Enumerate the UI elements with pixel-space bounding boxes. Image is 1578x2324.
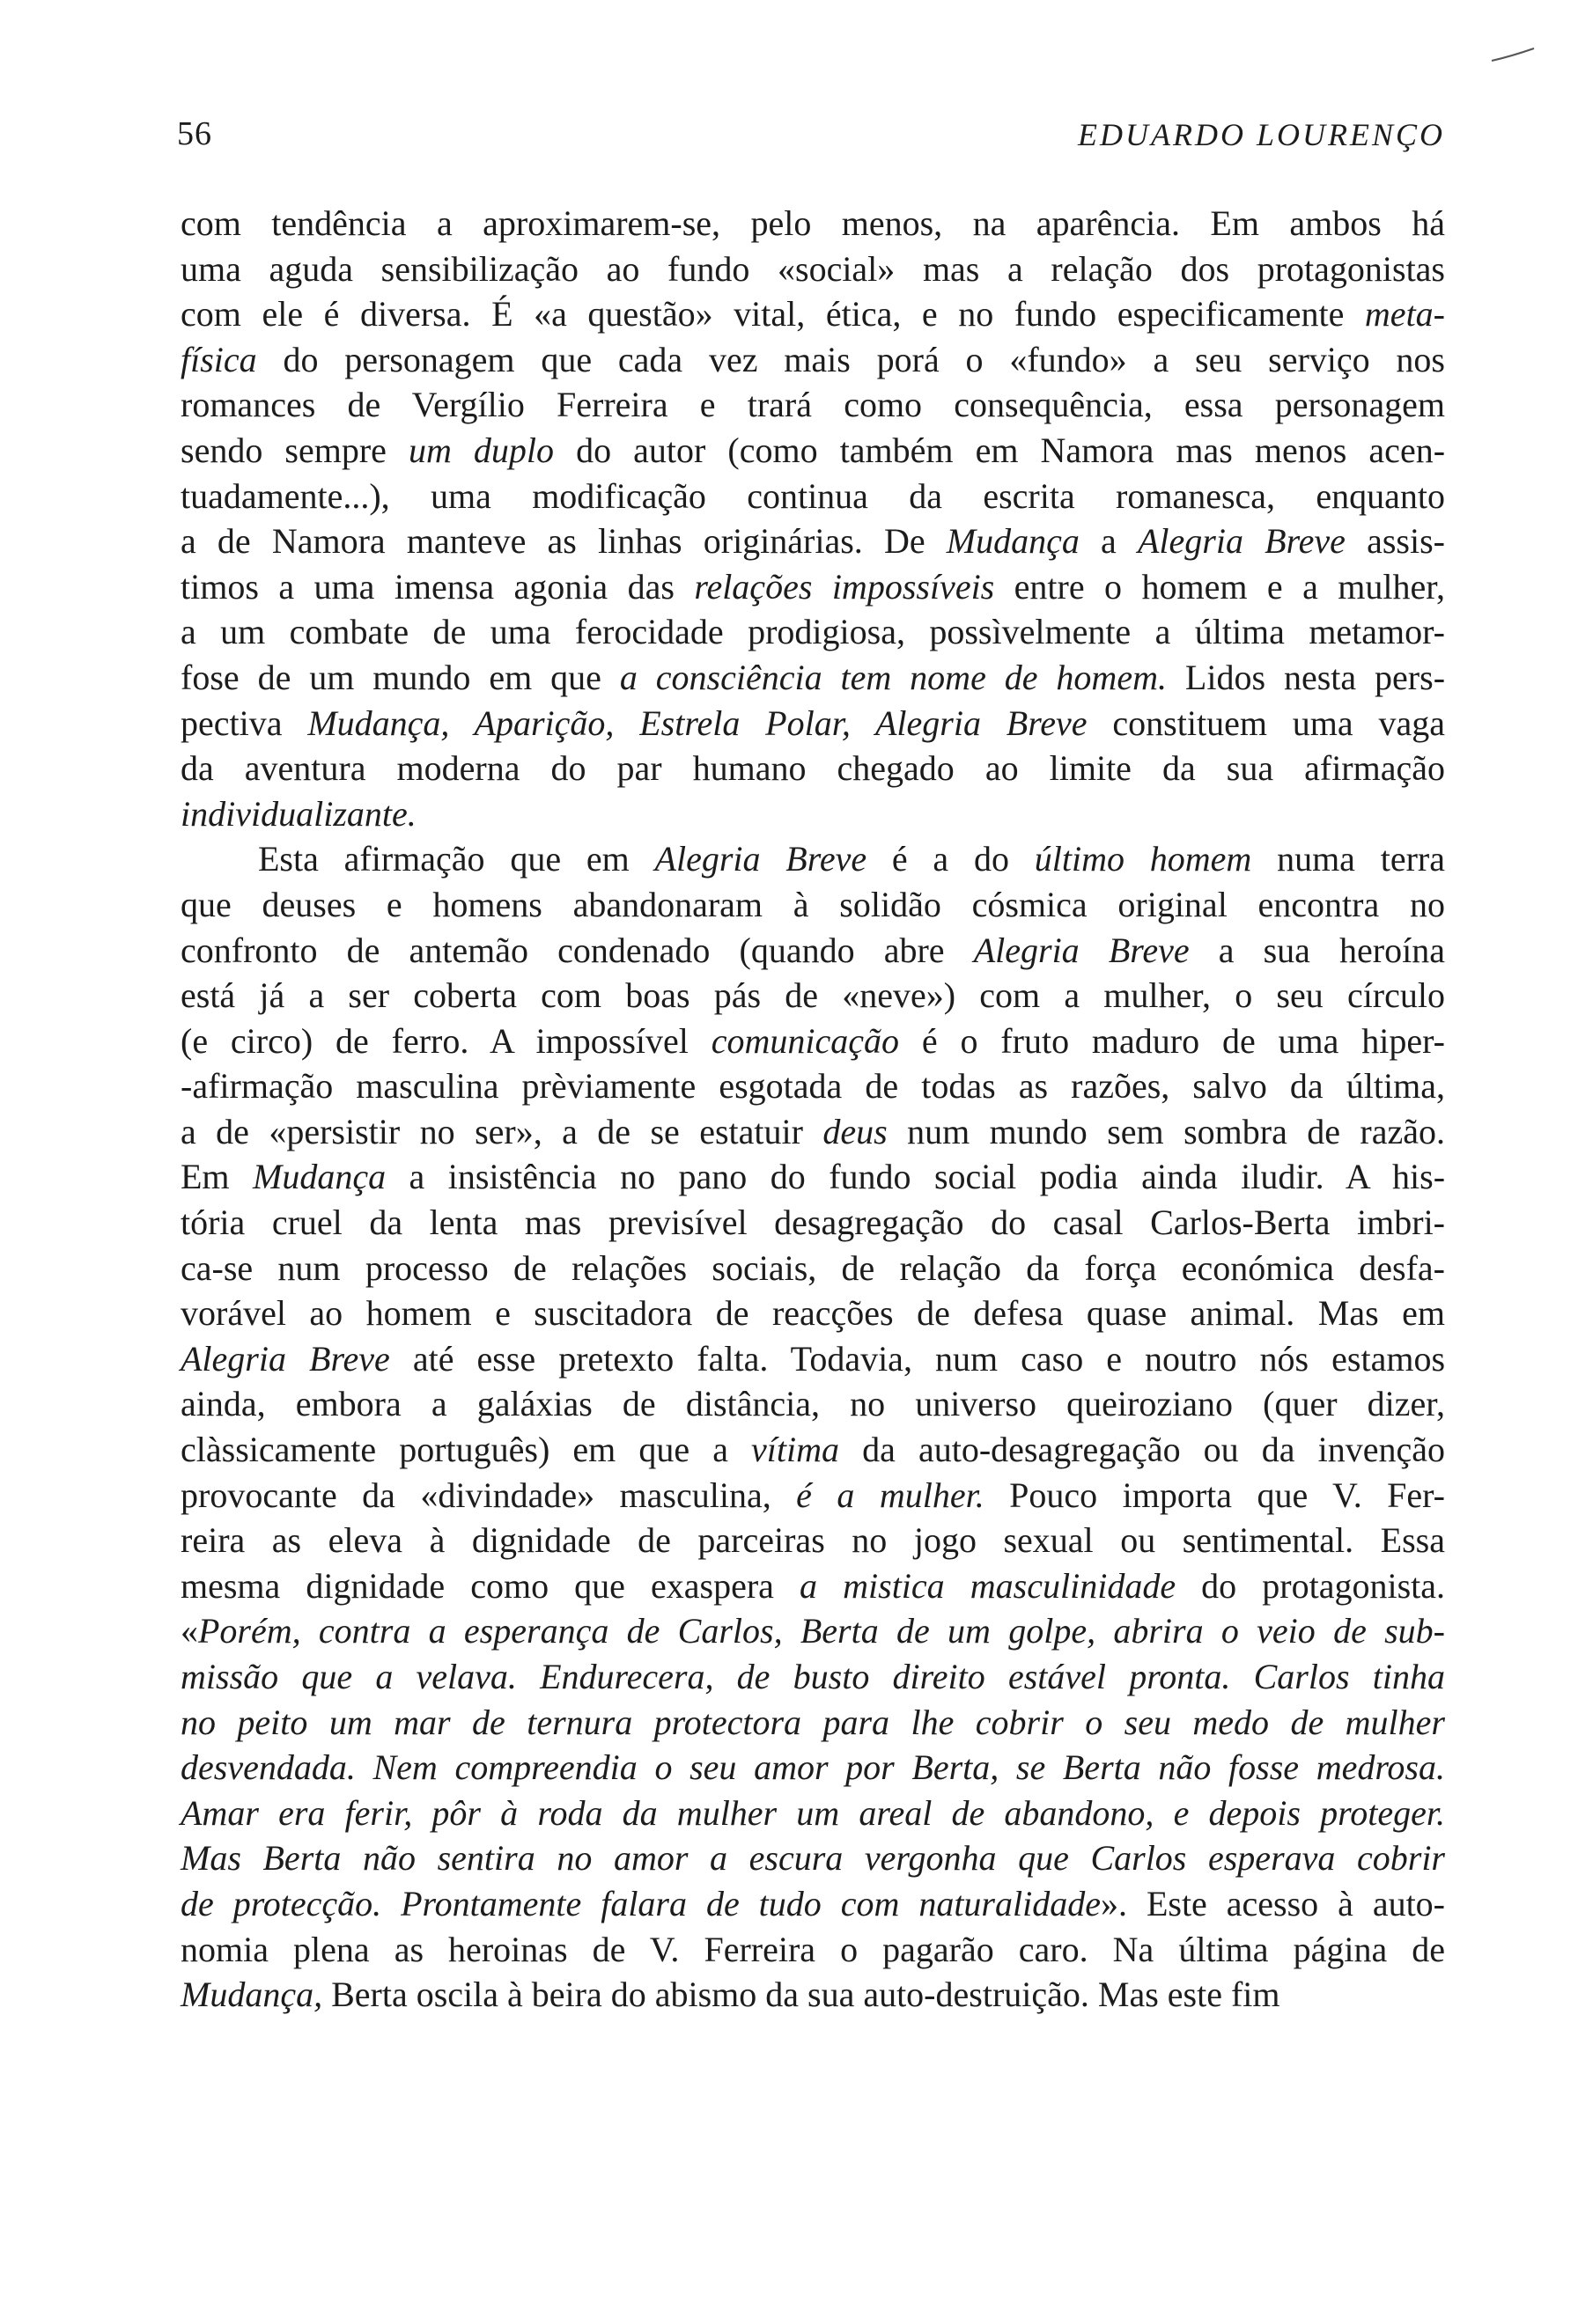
text-run: a de «persistir no ser», a de se estatuir [181, 1111, 823, 1151]
italic-text: a consciência tem nome de homem. [619, 657, 1167, 697]
text-run: ca-se num processo de relações sociais, de relação da força económica desfa- [181, 1247, 1445, 1288]
text-run: entre o homem e a mulher, [994, 566, 1445, 607]
text-line [181, 701, 1445, 746]
paragraph [181, 201, 1445, 836]
text-run: numa terra [1251, 839, 1445, 879]
text-line [181, 1473, 1445, 1519]
text-line [181, 337, 1445, 383]
italic-text: Mudança [253, 1157, 387, 1197]
text-line [181, 1563, 1445, 1609]
text-run: num mundo sem sombra de razão. [887, 1111, 1446, 1151]
italic-text: meta- [1364, 294, 1445, 335]
text-run: confronto de antemão condenado (quando abre [181, 930, 974, 970]
text-run: a sua heroína [1189, 930, 1445, 970]
text-run: ainda, embora a galáxias de distância, no universo queiroziano (quer dizer, [181, 1384, 1445, 1424]
text-run: da auto-desagregação ou da invenção [839, 1430, 1445, 1470]
text-line [181, 518, 1445, 564]
text-run: fose de um mundo em que [181, 657, 620, 697]
text-line [181, 655, 1445, 701]
italic-text: no peito um mar de ternura protectora para lhe cobrir o seu medo de mulher [181, 1702, 1445, 1742]
text-run: mesma dignidade como que exaspera [181, 1565, 800, 1606]
text-run: constituem uma vaga [1087, 702, 1445, 743]
text-run: ». Este acesso à auto- [1100, 1883, 1445, 1923]
text-line [181, 1700, 1445, 1746]
text-line [181, 791, 1445, 837]
pencil-mark [1490, 46, 1536, 63]
text-line [181, 1200, 1445, 1246]
text-run: uma aguda sensibilização ao fundo «social» mas a relação dos protagonistas [181, 248, 1445, 289]
running-head [177, 114, 1445, 158]
text-run: Berta oscila à beira do abismo da sua auto-destruição. Mas este fim [322, 1975, 1280, 2015]
text-line [181, 564, 1445, 610]
italic-text: é a mulher. [796, 1475, 984, 1515]
text-line [181, 428, 1445, 474]
text-line [181, 1063, 1445, 1109]
text-run: é o fruto maduro de uma hiper- [899, 1020, 1445, 1061]
italic-text: missão que a velava. Endurecera, de busto direito estável pronta. Carlos tinha [181, 1657, 1445, 1696]
text-run: tória cruel da lenta mas previsível desagregação do casal Carlos-Berta imbri- [181, 1202, 1445, 1243]
text-run: romances de Vergílio Ferreira e trará como consequência, essa personagem [181, 385, 1445, 425]
text-line [181, 836, 1445, 882]
body-text [181, 201, 1445, 2018]
italic-text: Amar era ferir, pôr à roda da mulher um areal de abandono, e depois proteger. [181, 1792, 1445, 1833]
text-line [181, 1835, 1445, 1881]
italic-text: Alegria Breve [1137, 521, 1346, 562]
text-run: timos a uma imensa agonia das [181, 566, 695, 607]
text-line [181, 291, 1445, 337]
text-run: a um combate de uma ferocidade prodigiosa, possìvelmente a última metamor- [181, 612, 1445, 652]
running-title: EDUARDO LOURENÇO [1078, 117, 1445, 152]
text-line [181, 1654, 1445, 1700]
italic-text: relações impossíveis [694, 566, 995, 607]
text-line [181, 1336, 1445, 1382]
text-line [181, 609, 1445, 655]
text-run: Lidos nesta pers- [1166, 657, 1446, 697]
text-run: pectiva [181, 702, 308, 743]
italic-text: último homem [1034, 839, 1252, 879]
text-run: a [1079, 521, 1138, 562]
paragraph [181, 836, 1445, 2017]
text-run: do protagonista. [1176, 1565, 1445, 1606]
text-run: do autor (como também em Namora mas menos acen- [554, 430, 1446, 470]
text-line [181, 1972, 1445, 2018]
text-line [181, 382, 1445, 428]
text-run: Esta afirmação que em [258, 839, 655, 879]
text-run: nomia plena as heroinas de V. Ferreira o pagarão caro. Na última página de [181, 1929, 1445, 1969]
text-run: « [181, 1611, 198, 1651]
text-line [181, 1019, 1445, 1064]
text-line [181, 1109, 1445, 1155]
italic-text: de protecção. Prontamente falara de tudo com naturalidade [181, 1883, 1101, 1923]
text-run: sendo sempre [181, 430, 409, 470]
text-line [181, 1381, 1445, 1427]
italic-text: um duplo [408, 430, 555, 470]
text-run: clàssicamente português) em que a [181, 1430, 752, 1470]
text-line [181, 246, 1445, 292]
text-run: -afirmação masculina prèviamente esgotada de todas as razões, salvo da última, [181, 1066, 1445, 1107]
italic-text: Porém, contra a esperança de Carlos, Berta de um golpe, abrira o veio de sub- [198, 1611, 1445, 1651]
italic-text: comunicação [711, 1020, 899, 1061]
italic-text: física [181, 339, 257, 379]
text-line [181, 1881, 1445, 1927]
italic-text: Mudança, [181, 1975, 323, 2015]
italic-text: Alegria Breve [654, 839, 867, 879]
text-line [181, 1154, 1445, 1200]
text-run: é a do [866, 839, 1035, 879]
text-run: Pouco importa que V. Fer- [984, 1475, 1445, 1515]
text-line [181, 1291, 1445, 1336]
italic-text: deus [822, 1111, 888, 1151]
italic-text: vítima [751, 1430, 840, 1470]
text-line [181, 201, 1445, 246]
text-run: assis- [1345, 521, 1445, 562]
text-line [181, 973, 1445, 1019]
text-line [181, 882, 1445, 928]
text-line [181, 1745, 1445, 1791]
italic-text: individualizante. [181, 793, 417, 834]
text-run: provocante da «divindade» masculina, [181, 1475, 797, 1515]
text-run: reira as eleva à dignidade de parceiras no jogo sexual ou sentimental. Essa [181, 1520, 1445, 1561]
text-run: do personagem que cada vez mais porá o «fundo» a seu serviço nos [256, 339, 1445, 379]
italic-text: Mas Berta não sentira no amor a escura vergonha que Carlos esperava cobrir [181, 1838, 1445, 1879]
text-run: com tendência a aproximarem-se, pelo menos, na aparência. Em ambos há [181, 203, 1445, 243]
text-line [181, 928, 1445, 974]
italic-text: Mudança, Aparição, Estrela Polar, Alegria Breve [307, 702, 1088, 743]
text-line [181, 1927, 1445, 1973]
text-run: até esse pretexto falta. Todavia, num caso e noutro nós estamos [389, 1338, 1446, 1379]
text-line [181, 1246, 1445, 1291]
text-line [181, 1608, 1445, 1654]
text-line [181, 474, 1445, 519]
page-number: 56 [177, 115, 212, 152]
italic-text: Alegria Breve [973, 930, 1190, 970]
text-run: está já a ser coberta com boas pás de «neve») com a mulher, o seu círculo [181, 975, 1445, 1016]
text-run: com ele é diversa. É «a questão» vital, ética, e no fundo especificamente [181, 294, 1365, 335]
text-line [181, 1791, 1445, 1836]
text-line [181, 1427, 1445, 1473]
italic-text: a mistica masculinidade [800, 1565, 1176, 1606]
text-run: a insistência no pano do fundo social podia ainda iludir. A his- [386, 1157, 1446, 1197]
text-run: tuadamente...), uma modificação continua da escrita romanesca, enquanto [181, 475, 1445, 516]
text-run: Em [181, 1157, 254, 1197]
italic-text: Alegria Breve [181, 1338, 390, 1379]
text-run: vorável ao homem e suscitadora de reacções de defesa quase animal. Mas em [181, 1293, 1445, 1334]
text-line [181, 746, 1445, 791]
text-run: que deuses e homens abandonaram à solidão cósmica original encontra no [181, 884, 1445, 924]
text-run: (e circo) de ferro. A impossível [181, 1020, 712, 1061]
italic-text: Mudança [946, 521, 1080, 562]
text-run: a de Namora manteve as linhas originárias. De [181, 521, 947, 562]
text-line [181, 1518, 1445, 1563]
italic-text: desvendada. Nem compreendia o seu amor por Berta, se Berta não fosse medrosa. [181, 1747, 1445, 1788]
text-run: da aventura moderna do par humano chegado ao limite da sua afirmação [181, 748, 1445, 789]
